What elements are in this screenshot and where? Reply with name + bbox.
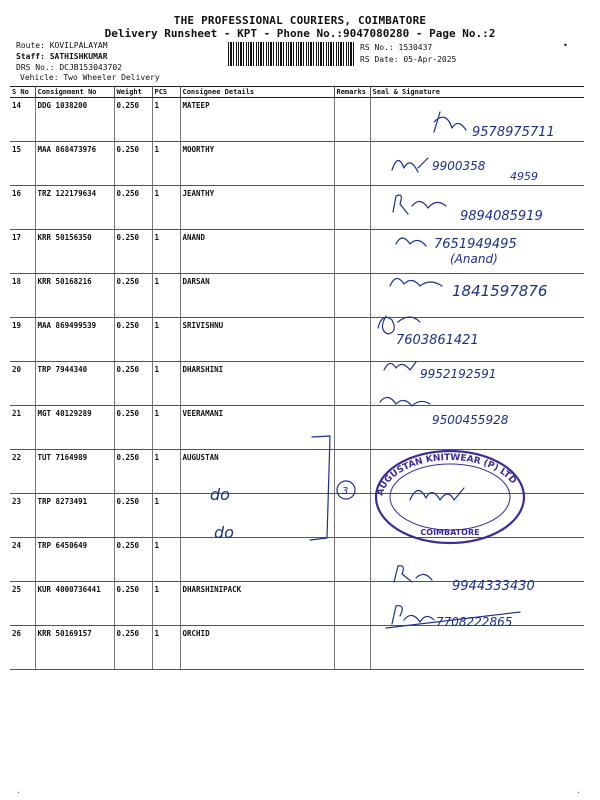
- cell-consignee: DHARSHINIPACK: [180, 582, 334, 626]
- cell-pcs: 1: [152, 582, 180, 626]
- table-row: [10, 186, 584, 230]
- cell-pcs: 1: [152, 406, 180, 450]
- cell-remarks: [334, 582, 370, 626]
- table-header: [10, 87, 584, 98]
- rs-number: RS No.: 1530437: [360, 43, 433, 52]
- cell-signature: [370, 230, 584, 274]
- handwritten-phone: 1841597876: [452, 282, 548, 300]
- cell-remarks: [334, 274, 370, 318]
- company-title: THE PROFESSIONAL COURIERS, COIMBATORE: [173, 14, 427, 27]
- ditto-mark: do: [214, 523, 234, 542]
- circled-number-text: 3: [342, 486, 349, 497]
- cell-sno: 24: [10, 538, 35, 582]
- cell-weight: 0.250: [114, 494, 152, 538]
- cell-sno: 22: [10, 450, 35, 494]
- cell-remarks: [334, 142, 370, 186]
- cell-signature: [370, 98, 584, 142]
- cell-consignee: ORCHID: [180, 626, 334, 670]
- table-row: [10, 142, 584, 186]
- handwritten-phone: 9944333430: [452, 579, 535, 594]
- cell-sno: 25: [10, 582, 35, 626]
- table-row: [10, 362, 584, 406]
- col-weight: Weight: [114, 87, 152, 98]
- cell-signature: [370, 450, 584, 494]
- cell-sno: 19: [10, 318, 35, 362]
- cell-pcs: 1: [152, 494, 180, 538]
- cell-consignment: KRR 50156350: [35, 230, 114, 274]
- cell-signature: [370, 494, 584, 538]
- cell-consignment: TUT 7164989: [35, 450, 114, 494]
- cell-consignee: ANAND: [180, 230, 334, 274]
- table-row: [10, 274, 584, 318]
- handwritten-phone-extra: 4959: [510, 170, 538, 183]
- handwritten-phone: 9900358: [432, 159, 486, 173]
- cell-sno: 23: [10, 494, 35, 538]
- cell-consignee: DARSAN: [180, 274, 334, 318]
- col-consignee: Consignee Details: [180, 87, 334, 98]
- cell-consignment: TRP 6450649: [35, 538, 114, 582]
- cell-weight: 0.250: [114, 406, 152, 450]
- handwritten-phone: 9500455928: [432, 413, 509, 427]
- cell-weight: 0.250: [114, 538, 152, 582]
- cell-sno: 20: [10, 362, 35, 406]
- cell-consignee: JEANTHY: [180, 186, 334, 230]
- col-remarks: Remarks: [334, 87, 370, 98]
- corner-mark: •: [563, 41, 568, 50]
- cell-consignee: MOORTHY: [180, 142, 334, 186]
- cell-consignment: KRR 50168216: [35, 274, 114, 318]
- cell-sno: 26: [10, 626, 35, 670]
- scan-dot: ·: [576, 788, 581, 797]
- cell-pcs: 1: [152, 186, 180, 230]
- drs-label: DRS No.: DCJB153043702: [16, 63, 122, 72]
- cell-pcs: 1: [152, 538, 180, 582]
- cell-remarks: [334, 230, 370, 274]
- runsheet-table: [10, 86, 584, 670]
- cell-remarks: [334, 406, 370, 450]
- cell-sno: 21: [10, 406, 35, 450]
- cell-remarks: [334, 450, 370, 494]
- handwritten-phone: 9894085919: [460, 209, 543, 224]
- cell-consignment: MAA 869499539: [35, 318, 114, 362]
- col-sno: S No: [10, 87, 35, 98]
- cell-remarks: [334, 362, 370, 406]
- cell-consignment: TRP 7944340: [35, 362, 114, 406]
- route-label: Route: KOVILPALAYAM: [16, 41, 108, 50]
- table-row: [10, 98, 584, 142]
- cell-pcs: 1: [152, 98, 180, 142]
- handwritten-phone: 9578975711: [472, 125, 555, 140]
- cell-weight: 0.250: [114, 186, 152, 230]
- cell-consignment: MAA 868473976: [35, 142, 114, 186]
- cell-signature: [370, 406, 584, 450]
- table-row: [10, 494, 584, 538]
- cell-remarks: [334, 186, 370, 230]
- cell-signature: [370, 142, 584, 186]
- cell-weight: 0.250: [114, 318, 152, 362]
- handwritten-phone: 9952192591: [420, 367, 497, 381]
- cell-pcs: 1: [152, 626, 180, 670]
- cell-consignment: KRR 50169157: [35, 626, 114, 670]
- cell-consignment: KUR 4000736441: [35, 582, 114, 626]
- barcode: [228, 42, 354, 66]
- cell-sno: 16: [10, 186, 35, 230]
- handwritten-phone: 7708222865: [436, 615, 513, 629]
- cell-pcs: 1: [152, 362, 180, 406]
- staff-label: Staff: SATHISHKUMAR: [16, 52, 108, 61]
- table-row: [10, 318, 584, 362]
- cell-weight: 0.250: [114, 230, 152, 274]
- table-row: [10, 230, 584, 274]
- col-pcs: PCS: [152, 87, 180, 98]
- cell-signature: [370, 582, 584, 626]
- cell-consignee: VEERAMANI: [180, 406, 334, 450]
- cell-pcs: 1: [152, 318, 180, 362]
- cell-signature: [370, 274, 584, 318]
- cell-consignee: MATEEP: [180, 98, 334, 142]
- cell-consignment: DDG 1038200: [35, 98, 114, 142]
- cell-signature: [370, 362, 584, 406]
- cell-weight: 0.250: [114, 450, 152, 494]
- cell-consignee: DHARSHINI: [180, 362, 334, 406]
- cell-pcs: 1: [152, 230, 180, 274]
- cell-signature: [370, 186, 584, 230]
- cell-sno: 17: [10, 230, 35, 274]
- vehicle-label: Vehicle: Two Wheeler Delivery: [20, 73, 160, 82]
- cell-sno: 14: [10, 98, 35, 142]
- cell-weight: 0.250: [114, 582, 152, 626]
- cell-weight: 0.250: [114, 98, 152, 142]
- cell-remarks: [334, 318, 370, 362]
- table-row: [10, 538, 584, 582]
- cell-weight: 0.250: [114, 626, 152, 670]
- cell-sno: 18: [10, 274, 35, 318]
- cell-remarks: [334, 626, 370, 670]
- cell-pcs: 1: [152, 450, 180, 494]
- cell-sno: 15: [10, 142, 35, 186]
- cell-consignee: [180, 538, 334, 582]
- ditto-mark: do: [210, 485, 230, 504]
- table-row: [10, 450, 584, 494]
- table-row: [10, 406, 584, 450]
- rs-date: RS Date: 05-Apr-2025: [360, 55, 457, 64]
- cell-signature: [370, 318, 584, 362]
- cell-consignment: TRZ 122179634: [35, 186, 114, 230]
- stamp-top-text: AUGUSTAN KNITWEAR (P) LTD: [375, 452, 518, 497]
- cell-consignment: MGT 40129289: [35, 406, 114, 450]
- handwritten-phone: 7651949495: [434, 237, 517, 252]
- cell-signature: [370, 626, 584, 670]
- cell-pcs: 1: [152, 274, 180, 318]
- cell-consignee: AUGUSTAN: [180, 450, 334, 494]
- cell-consignment: TRP 8273491: [35, 494, 114, 538]
- cell-remarks: [334, 98, 370, 142]
- table-row: [10, 582, 584, 626]
- cell-remarks: [334, 538, 370, 582]
- col-signature: Seal & Signature: [370, 87, 584, 98]
- handwritten-phone: 7603861421: [396, 333, 479, 348]
- cell-signature: [370, 538, 584, 582]
- cell-weight: 0.250: [114, 362, 152, 406]
- cell-weight: 0.250: [114, 142, 152, 186]
- cell-consignee: SRIVISHNU: [180, 318, 334, 362]
- stamp-bottom-text: COIMBATORE: [420, 528, 480, 537]
- handwritten-name: (Anand): [450, 252, 498, 266]
- runsheet-subtitle: Delivery Runsheet - KPT - Phone No.:9047080280 - Page No.:2: [104, 27, 496, 40]
- scan-dot: ·: [16, 788, 21, 797]
- cell-remarks: [334, 494, 370, 538]
- col-consignment: Consignment No: [35, 87, 114, 98]
- table-row: [10, 626, 584, 670]
- cell-pcs: 1: [152, 142, 180, 186]
- cell-weight: 0.250: [114, 274, 152, 318]
- cell-consignee: [180, 494, 334, 538]
